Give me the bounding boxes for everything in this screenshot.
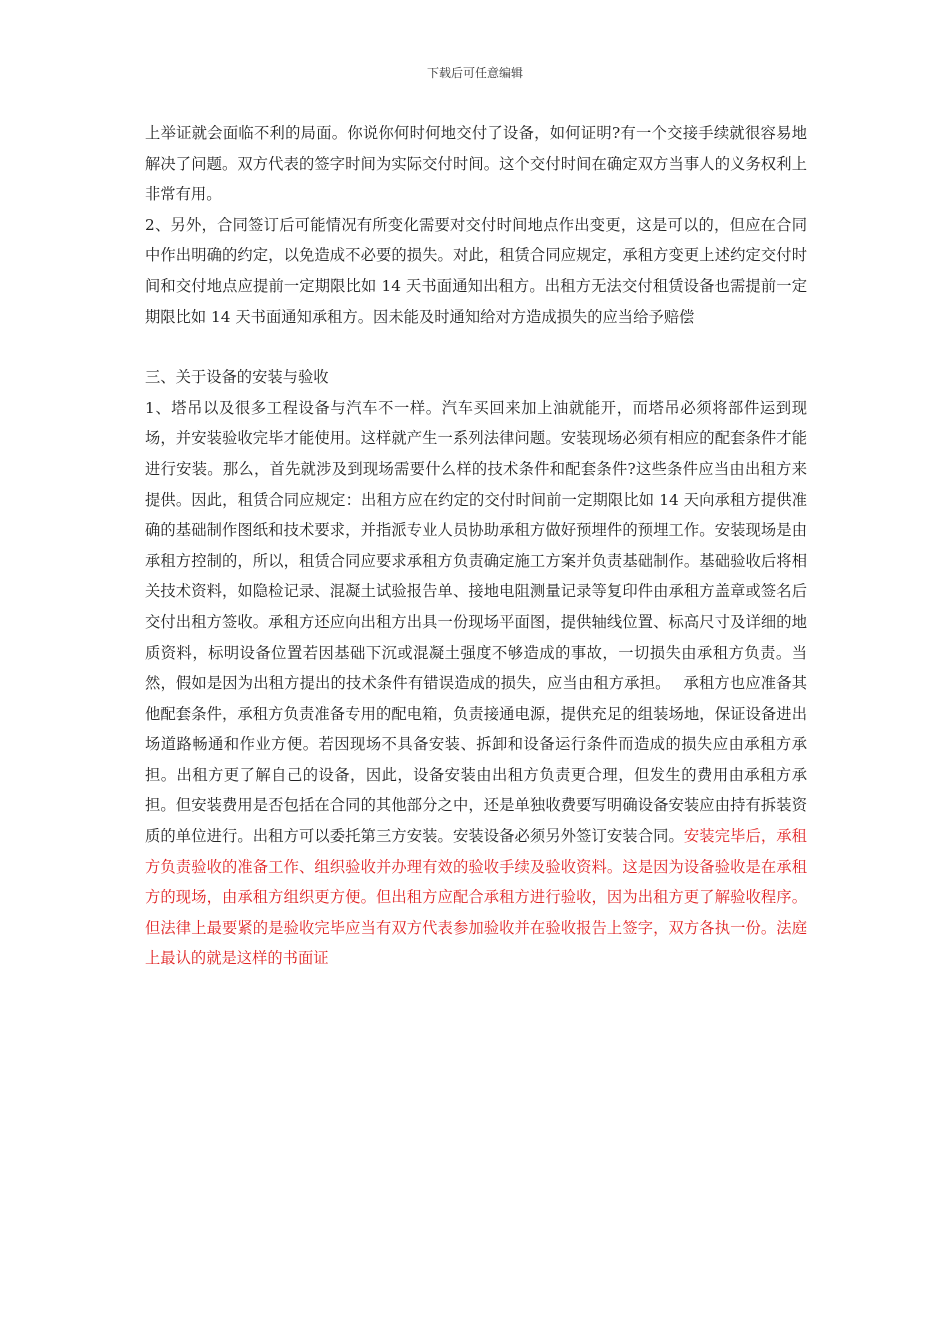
- paragraph-3-text: 1、塔吊以及很多工程设备与汽车不一样。汽车买回来加上油就能开，而塔吊必须将部件运到现场，并安装验收完毕才能使用。这样就产生一系列法律问题。安装现场必须有相应的配套条件才能进行安装。那么，首先就涉及到现场需要什么样的技术条件和配套条件?这些条件应当由出租方来提供。因此，租赁合同应规定：出租方应在约定的交付时间前一定期限比如 14 天向承租方提供准确的基础制作图纸和技术要求，并指派专业人员协助承租方做好预埋件的预埋工作。安装现场是由承租方控制的，所以，租赁合同应要求承租方负责确定施工方案并负责基础制作。基础验收后将相关技术资料，如隐检记录、混凝土试验报告单、接地电阻测量记录等复印件由承租方盖章或签名后交付出租方签收。承租方还应向出租方出具一份现场平面图，提供轴线位置、标高尺寸及详细的地质资料，标明设备位置若因基础下沉或混凝土强度不够造成的事故，一切损失由承租方负责。当然，假如是因为出租方提出的技术条件有错误造成的损失，应当由租方承担。 承租方也应准备其他配套条件，承租方负责准备专用的配电箱，负责接通电源，提供充足的组装场地，保证设备进出场道路畅通和作业方便。若因现场不具备安装、拆卸和设备运行条件而造成的损失应由承租方承担。出租方更了解自己的设备，因此，设备安装由出租方负责更合理，但发生的费用由承租方承担。但安装费用是否包括在合同的其他部分之中，还是单独收费要写明确设备安装应由持有拆装资质的单位进行。出租方可以委托第三方安装。安装设备必须另外签订安装合同。: [145, 398, 807, 846]
- paragraph-2: 2、另外，合同签订后可能情况有所变化需要对交付时间地点作出变更，这是可以的，但应在合同中作出明确的约定，以免造成不必要的损失。对此，租赁合同应规定，承租方变更上述约定交付时间和交付地点应提前一定期限比如 14 天书面通知出租方。出租方无法交付租赁设备也需提前一定期限比如 14 天书面通知承租方。因未能及时通知给对方造成损失的应当给予赔偿: [145, 215, 807, 326]
- paragraph-3: [145, 393, 807, 974]
- document-body: [145, 118, 807, 974]
- paragraph-gap: [145, 332, 807, 362]
- page-header: 下载后可任意编辑: [426, 66, 523, 80]
- paragraph-1: 上举证就会面临不利的局面。你说你何时何地交付了设备，如何证明?有一个交接手续就很容易地解决了问题。双方代表的签字时间为实际交付时间。这个交付时间在确定双方当事人的义务权利上非常有用。: [145, 124, 807, 204]
- section-heading: 三、关于设备的安装与验收: [145, 368, 329, 387]
- paragraph-3-highlighted-text: 安装完毕后，承租方负责验收的准备工作、组织验收并办理有效的验收手续及验收资料。这是因为设备验收是在承租方的现场，由承租方组织更方便。但出租方应配合承租方进行验收，因为出租方更了解验收程序。但法律上最要紧的是验收完毕应当有双方代表参加验收并在验收报告上签字，双方各执一份。法庭上最认的就是这样的书面证: [145, 827, 807, 968]
